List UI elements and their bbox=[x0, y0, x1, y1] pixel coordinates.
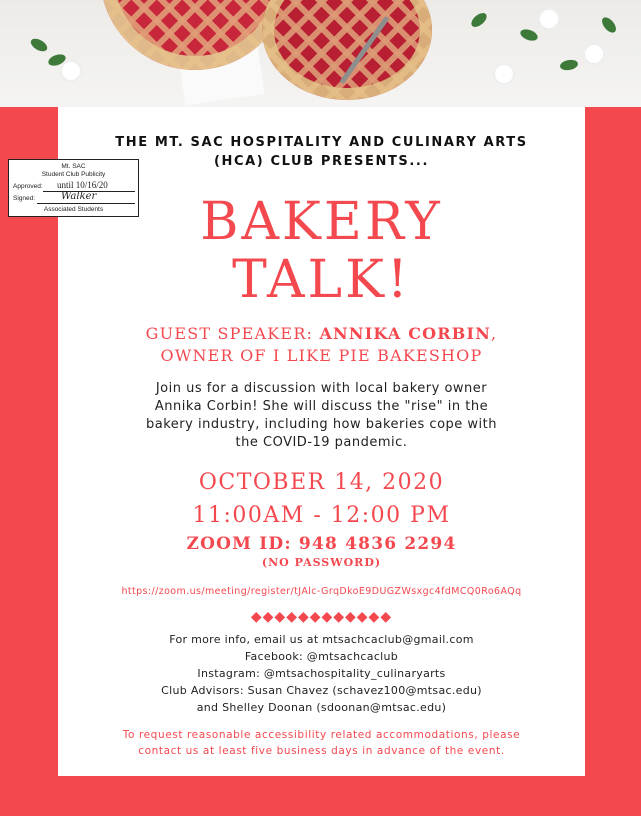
accessibility-line: contact us at least five business days in advance of the event. bbox=[138, 745, 505, 757]
stamp-title: Student Club Publicity bbox=[41, 171, 106, 178]
info-advisors-2: and Shelley Doonan (sdoonan@mtsac.edu) bbox=[196, 701, 447, 714]
diamond-divider: ◆◆◆◆◆◆◆◆◆◆◆◆ bbox=[250, 609, 393, 625]
title-line-1: BAKERY bbox=[200, 192, 443, 252]
info-facebook: Facebook: @mtsachcaclub bbox=[244, 650, 399, 663]
leaf bbox=[559, 59, 578, 72]
guest-line-1 bbox=[58, 323, 585, 345]
stamp-signature: Walker bbox=[61, 191, 97, 202]
leaf bbox=[29, 36, 50, 54]
guest-prefix: GUEST SPEAKER: bbox=[145, 324, 320, 343]
accessibility-note bbox=[58, 727, 585, 759]
leaf bbox=[519, 27, 539, 43]
info-advisors: Club Advisors: Susan Chavez (schavez100@mtsac.edu) bbox=[161, 684, 482, 697]
approval-stamp bbox=[8, 159, 139, 217]
description-line: bakery industry, including how bakeries cope with bbox=[146, 417, 497, 432]
leaf bbox=[469, 10, 489, 29]
presents-line: THE MT. SAC HOSPITALITY AND CULINARY ARTS bbox=[115, 135, 528, 150]
description-line: Annika Corbin! She will discuss the "rise" in the bbox=[154, 399, 489, 414]
no-password-note: (NO PASSWORD) bbox=[261, 556, 382, 569]
info-email: For more info, email us at mtsachcaclub@gmail.com bbox=[169, 633, 474, 646]
leaf bbox=[599, 15, 618, 35]
flower bbox=[62, 62, 80, 80]
event-date: OCTOBER 14, 2020 bbox=[198, 470, 445, 495]
guest-suffix: , bbox=[491, 324, 498, 343]
zoom-id: ZOOM ID: 948 4836 2294 bbox=[186, 534, 457, 554]
contact-info bbox=[58, 631, 585, 716]
event-description bbox=[58, 380, 585, 452]
event-time: 11:00AM - 12:00 PM bbox=[192, 503, 451, 528]
flower bbox=[495, 65, 513, 83]
stamp-line bbox=[37, 203, 135, 204]
pie-photo-banner bbox=[0, 0, 641, 107]
pie-right bbox=[262, 0, 432, 100]
stamp-org: Mt. SAC bbox=[61, 163, 86, 170]
accessibility-line: To request reasonable accessibility related accommodations, please bbox=[122, 729, 521, 741]
zoom-register-link[interactable]: https://zoom.us/meeting/register/tJAlc-GrqDkoE9DUGZWsxgc4fdMCQ0Ro6AQq bbox=[121, 586, 522, 597]
stamp-footer: Associated Students bbox=[43, 206, 104, 213]
flower bbox=[540, 10, 558, 28]
description-line: Join us for a discussion with local bakery owner bbox=[155, 381, 488, 396]
guest-speaker bbox=[58, 323, 585, 367]
presents-line: (HCA) CLUB PRESENTS... bbox=[213, 154, 430, 169]
description-line: the COVID-19 pandemic. bbox=[235, 435, 408, 450]
info-instagram: Instagram: @mtsachospitality_culinaryarts bbox=[197, 667, 446, 680]
stamp-approved-label: Approved: bbox=[13, 183, 43, 190]
guest-line-2: OWNER OF I LIKE PIE BAKESHOP bbox=[160, 346, 483, 365]
title-line-2: TALK! bbox=[232, 250, 411, 310]
stamp-approved-value: until 10/16/20 bbox=[57, 180, 108, 190]
guest-name: ANNIKA CORBIN bbox=[319, 324, 492, 343]
stamp-signed-label: Signed: bbox=[13, 195, 36, 202]
flower bbox=[585, 45, 603, 63]
